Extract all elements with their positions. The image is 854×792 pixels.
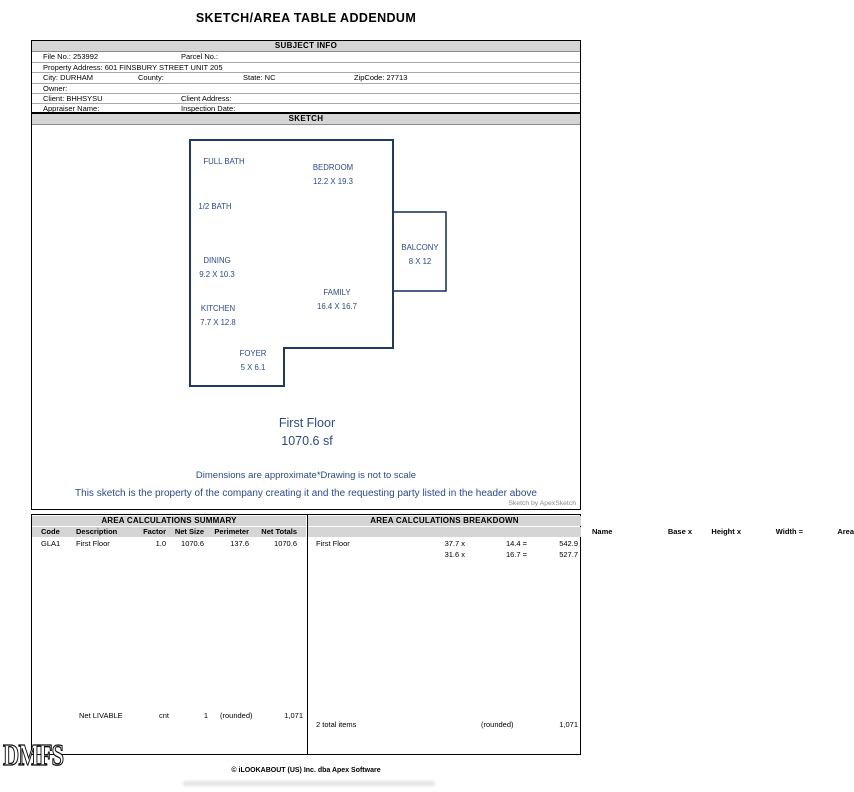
room-label-dining — [199, 254, 235, 282]
apexsketch-credit: Sketch by ApexSketch — [508, 500, 576, 507]
room-label-foyer — [240, 347, 267, 375]
col-name: Name — [592, 527, 613, 536]
cell-factor: 1.0 — [155, 539, 166, 548]
total-unit: cnt — [159, 711, 170, 720]
room-label-balcony — [401, 241, 438, 269]
cell-name: First Floor — [316, 539, 350, 548]
cell-width: 16.7 = — [505, 550, 527, 559]
room-dims: 7.7 X 12.8 — [200, 318, 236, 327]
sketch-header: SKETCH — [32, 114, 580, 125]
room-label-full-bath — [203, 155, 244, 169]
col-width: Width = — [775, 527, 803, 536]
subject-info-row — [32, 103, 580, 113]
floor-plan-drawing — [32, 114, 582, 511]
floor-area: 1070.6 sf — [281, 434, 333, 448]
col-area: Area — [837, 527, 854, 536]
room-dims: 8 X 12 — [408, 257, 432, 266]
subject-info-row — [32, 62, 580, 72]
room-dims: 12.2 X 19.3 — [313, 177, 353, 186]
subject-info-row — [32, 83, 580, 93]
col-base: Base x — [667, 527, 692, 536]
state-field: State: NC — [243, 73, 276, 83]
area-calculations-section — [31, 514, 854, 755]
room-name: FAMILY — [323, 288, 351, 297]
client-field: Client: BHHSYSU — [43, 93, 103, 103]
col-factor: Factor — [143, 527, 166, 536]
cell-height: 31.6 x — [444, 550, 465, 559]
parcel-no-field: Parcel No.: — [181, 51, 219, 61]
breakdown-header-row — [308, 527, 854, 537]
floor-name: First Floor — [278, 416, 336, 430]
cell-net-totals: 1070.6 — [274, 539, 297, 548]
room-dims: 9.2 X 10.3 — [199, 270, 235, 279]
col-description: Description — [76, 527, 118, 536]
room-label-half-bath — [198, 200, 231, 214]
subject-info-row — [32, 52, 580, 62]
cell-code: GLA1 — [41, 539, 61, 548]
total-label: Net LIVABLE — [79, 711, 123, 720]
table-divider — [307, 515, 309, 754]
col-net-totals: Net Totals — [261, 527, 297, 536]
cell-width: 14.4 = — [505, 539, 527, 548]
col-net-size: Net Size — [174, 527, 204, 536]
summary-title: AREA CALCULATIONS SUMMARY — [32, 516, 306, 526]
breakdown-title: AREA CALCULATIONS BREAKDOWN — [308, 516, 581, 526]
room-label-family — [317, 286, 357, 314]
appraiser-name-field: Appraiser Name: — [43, 104, 100, 114]
summary-header-row — [32, 527, 306, 537]
room-name: 1/2 BATH — [198, 202, 232, 211]
subject-info-row — [32, 72, 580, 82]
room-name: BEDROOM — [312, 163, 354, 172]
room-name: KITCHEN — [200, 304, 236, 313]
cell-perimeter: 137.6 — [230, 539, 249, 548]
room-name: DINING — [203, 256, 231, 265]
total-label: 2 total items — [316, 720, 357, 729]
room-dims: 5 X 6.1 — [240, 363, 266, 372]
city-field: City: DURHAM — [43, 73, 93, 83]
room-name: FULL BATH — [203, 157, 245, 166]
property-address-field: Property Address: 601 FINSBURY STREET UNIT 205 — [43, 62, 223, 72]
cell-height: 37.7 x — [444, 539, 465, 548]
disclaimer-property: This sketch is the property of the company creating it and the requesting party listed in the header above — [75, 488, 537, 499]
owner-field: Owner: — [43, 83, 68, 93]
county-field: County: — [138, 73, 164, 83]
subject-info-section — [31, 40, 581, 113]
cell-area: 527.7 — [559, 550, 578, 559]
cell-description: First Floor — [76, 539, 110, 548]
total-count: 1 — [203, 711, 208, 720]
room-label-kitchen — [200, 302, 236, 330]
sketch-section — [31, 113, 581, 510]
dmfs-watermark: DMFS — [3, 737, 64, 772]
inspection-date-field: Inspection Date: — [181, 104, 236, 114]
total-rounded: (rounded) — [481, 720, 514, 729]
room-name: FOYER — [239, 349, 267, 358]
total-value: 1,071 — [559, 720, 578, 729]
page-title: SKETCH/AREA TABLE ADDENDUM — [195, 11, 417, 25]
floor-summary — [279, 414, 335, 450]
room-name: BALCONY — [401, 243, 439, 252]
total-rounded: (rounded) — [220, 711, 253, 720]
room-label-bedroom — [313, 161, 353, 189]
cell-area: 542.9 — [559, 539, 578, 548]
disclaimer-scale: Dimensions are approximate*Drawing is not to scale — [195, 470, 417, 481]
subject-info-row — [32, 93, 580, 103]
col-perimeter: Perimeter — [214, 527, 249, 536]
client-address-field: Client Address: — [181, 93, 232, 103]
file-no-field: File No.: 253992 — [43, 51, 99, 61]
subject-info-header: SUBJECT INFO — [32, 41, 580, 52]
faint-footer-text — [183, 781, 435, 786]
cell-net-size: 1070.6 — [181, 539, 204, 548]
total-value: 1,071 — [284, 711, 303, 720]
col-height: Height x — [711, 527, 741, 536]
copyright-line: © iLOOKABOUT (US) Inc. dba Apex Software — [231, 767, 381, 774]
room-dims: 16.4 X 16.7 — [317, 302, 357, 311]
col-code: Code — [41, 527, 60, 536]
zipcode-field: ZipCode: 27713 — [354, 73, 408, 83]
